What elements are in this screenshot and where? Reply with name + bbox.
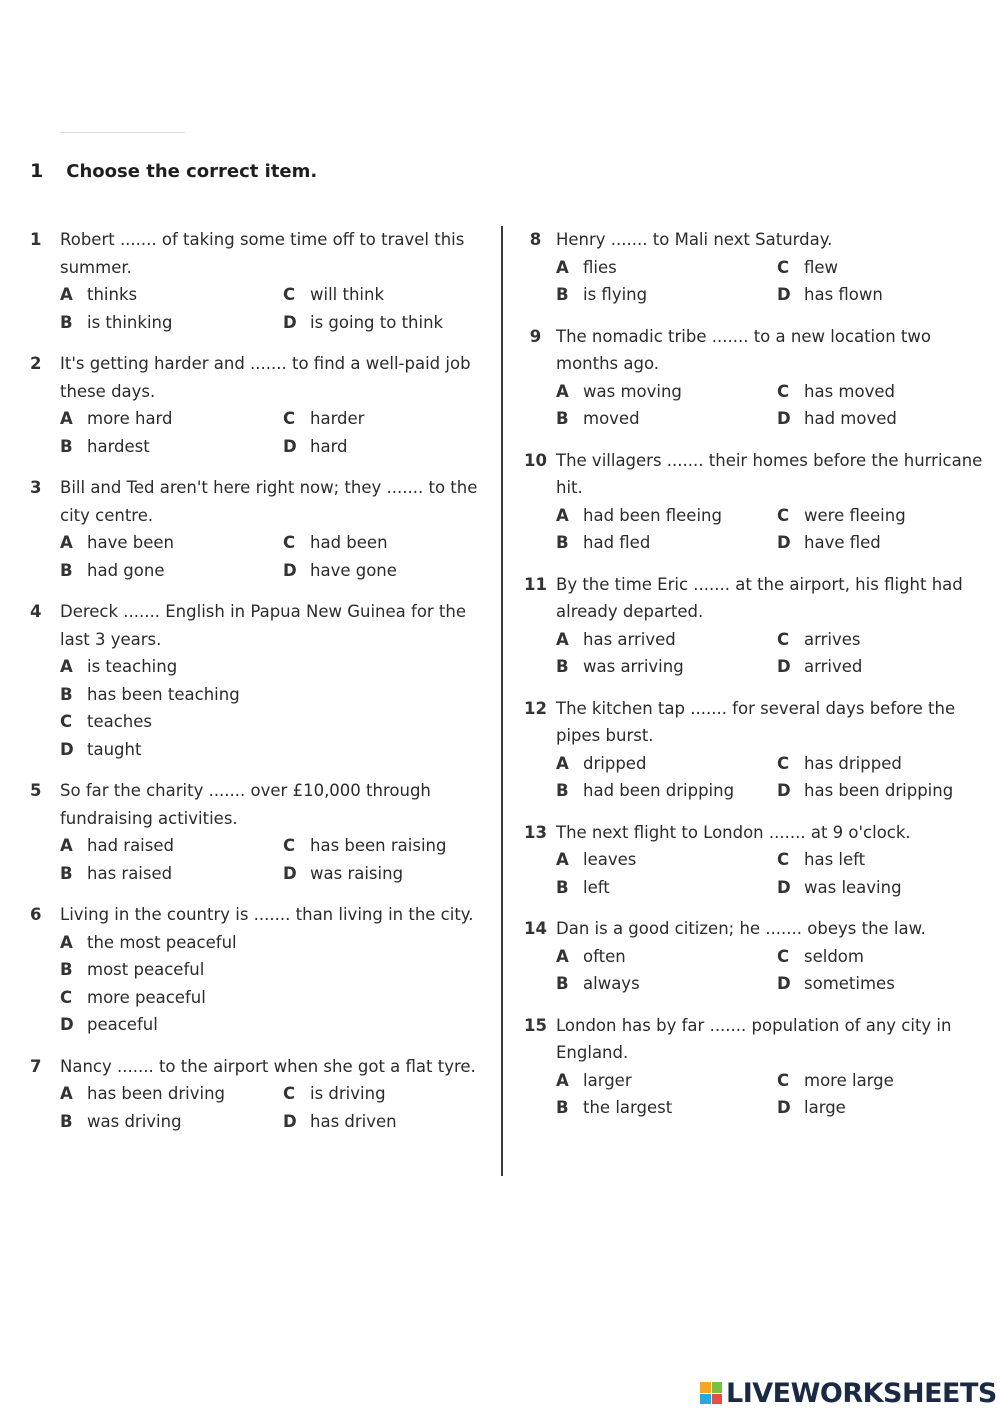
question-number: 1 <box>30 230 42 249</box>
answer-options <box>556 943 985 998</box>
option-letter: C <box>283 409 296 428</box>
option-letter: C <box>777 629 790 649</box>
option-letter: C <box>777 850 790 869</box>
option-letter: B <box>60 560 73 580</box>
option-text: moved <box>583 409 640 428</box>
option-text: will think <box>310 285 385 304</box>
question-number: 2 <box>30 354 42 373</box>
option-text: left <box>583 877 610 897</box>
answer-option-a[interactable] <box>556 846 777 874</box>
option-letter: D <box>283 436 297 456</box>
question-14 <box>515 915 985 998</box>
logo-square <box>700 1382 711 1393</box>
option-text: the largest <box>583 1098 673 1117</box>
answer-option-c[interactable] <box>60 708 492 736</box>
answer-option-d[interactable] <box>60 1011 492 1039</box>
answer-option-c[interactable] <box>283 1080 492 1108</box>
question-stem: The villagers ....... their homes before the hurricane hit. <box>556 450 983 497</box>
question-number: 14 <box>524 919 547 938</box>
option-letter: B <box>556 409 569 428</box>
option-letter: A <box>556 629 569 649</box>
answer-option-c[interactable] <box>777 750 985 778</box>
option-letter: D <box>60 1015 74 1034</box>
answer-option-a[interactable] <box>556 502 777 530</box>
option-text: leaves <box>583 850 637 869</box>
answer-option-a[interactable] <box>556 750 777 778</box>
answer-options <box>556 1067 985 1122</box>
question-stem: Henry ....... to Mali next Saturday. <box>556 230 833 249</box>
option-letter: A <box>556 257 569 277</box>
question-stem: London has by far ....... population of any city in England. <box>556 1015 952 1062</box>
exercise-number: 1 <box>30 160 44 182</box>
question-6 <box>30 901 492 1039</box>
answer-options <box>60 929 492 1039</box>
left-column <box>30 226 492 1149</box>
question-stem: The nomadic tribe ....... to a new location two months ago. <box>556 326 931 373</box>
option-text: has dripped <box>804 753 902 773</box>
answer-option-c[interactable] <box>777 1067 985 1095</box>
option-text: more hard <box>87 409 173 428</box>
option-text: arrives <box>804 629 861 649</box>
answer-option-b[interactable] <box>60 860 283 888</box>
option-letter: B <box>60 312 73 332</box>
answer-options <box>556 378 985 433</box>
answer-option-b[interactable] <box>556 653 777 681</box>
answer-option-a[interactable] <box>556 254 777 282</box>
option-text: has flown <box>804 285 883 304</box>
option-letter: A <box>556 850 569 869</box>
answer-option-b[interactable] <box>60 557 283 585</box>
answer-option-c[interactable] <box>777 846 985 874</box>
option-letter: C <box>283 1084 296 1103</box>
answer-option-d[interactable] <box>777 970 985 998</box>
answer-option-c[interactable] <box>777 943 985 971</box>
option-text: had moved <box>804 409 897 428</box>
question-4 <box>30 598 492 763</box>
option-text: large <box>804 1098 846 1117</box>
answer-option-a[interactable] <box>60 529 283 557</box>
question-stem: Living in the country is ....... than living in the city. <box>60 905 474 924</box>
option-letter: D <box>777 1098 791 1117</box>
question-stem: Dan is a good citizen; he ....... obeys the law. <box>556 919 926 938</box>
option-letter: B <box>60 960 73 979</box>
option-letter: D <box>283 1111 297 1131</box>
answer-options <box>60 653 492 763</box>
answer-option-d[interactable] <box>777 777 985 805</box>
question-10 <box>515 447 985 557</box>
question-stem: The kitchen tap ....... for several days before the pipes burst. <box>556 698 956 745</box>
liveworksheets-logo <box>700 1376 997 1410</box>
option-letter: D <box>283 560 297 580</box>
option-text: had been dripping <box>583 781 735 800</box>
option-text: has been dripping <box>804 781 954 800</box>
question-5 <box>30 777 492 887</box>
answer-options <box>60 405 492 460</box>
option-letter: C <box>777 1070 790 1090</box>
answer-option-b[interactable] <box>556 529 777 557</box>
option-letter: A <box>556 505 569 525</box>
option-letter: D <box>777 533 791 552</box>
option-text: has been driving <box>87 1084 226 1103</box>
right-column <box>515 226 985 1136</box>
option-text: were fleeing <box>804 505 906 525</box>
question-number: 13 <box>524 822 547 842</box>
answer-option-d[interactable] <box>60 736 492 764</box>
option-text: flew <box>804 257 839 277</box>
option-letter: B <box>556 1098 569 1117</box>
answer-option-a[interactable] <box>556 626 777 654</box>
option-letter: D <box>283 863 297 883</box>
question-stem: Bill and Ted aren't here right now; they ....... to the city centre. <box>60 478 478 525</box>
option-text: had been <box>310 533 388 552</box>
option-text: thinks <box>87 285 138 304</box>
option-letter: B <box>60 436 73 456</box>
answer-option-c[interactable] <box>60 984 492 1012</box>
option-letter: C <box>777 257 790 277</box>
answer-options <box>556 626 985 681</box>
option-letter: A <box>556 1070 569 1090</box>
option-letter: B <box>60 1111 73 1131</box>
question-number: 12 <box>524 698 547 718</box>
question-1 <box>30 226 492 336</box>
option-text: more peaceful <box>87 987 206 1007</box>
option-letter: B <box>60 863 73 883</box>
option-text: arrived <box>804 657 863 676</box>
answer-options <box>556 846 985 901</box>
option-letter: B <box>556 974 569 993</box>
logo-square <box>712 1382 723 1393</box>
question-stem: Robert ....... of taking some time off to travel this summer. <box>60 230 465 277</box>
question-stem: Dereck ....... English in Papua New Guinea for the last 3 years. <box>60 602 467 649</box>
option-text: have been <box>87 533 174 552</box>
option-letter: A <box>60 1084 73 1103</box>
answer-option-a[interactable] <box>60 1080 283 1108</box>
question-9 <box>515 323 985 433</box>
answer-option-c[interactable] <box>283 405 492 433</box>
option-text: hard <box>310 436 348 456</box>
option-letter: A <box>556 381 569 401</box>
option-text: was moving <box>583 381 682 401</box>
question-number: 6 <box>30 905 42 924</box>
option-text: larger <box>583 1070 632 1090</box>
option-letter: C <box>777 753 790 773</box>
answer-option-b[interactable] <box>60 1108 283 1136</box>
option-letter: A <box>60 533 73 552</box>
answer-option-b[interactable] <box>60 309 283 337</box>
answer-option-b[interactable] <box>556 281 777 309</box>
option-letter: B <box>556 533 569 552</box>
answer-option-d[interactable] <box>777 653 985 681</box>
logo-mark-icon <box>700 1382 722 1404</box>
answer-option-a[interactable] <box>60 653 492 681</box>
question-number: 10 <box>524 450 547 470</box>
option-text: is thinking <box>87 312 173 332</box>
logo-square <box>712 1394 723 1405</box>
option-text: was driving <box>87 1111 182 1131</box>
option-letter: B <box>556 877 569 897</box>
option-text: the most peaceful <box>87 932 237 952</box>
option-text: has arrived <box>583 629 676 649</box>
question-number: 5 <box>30 781 42 800</box>
answer-options <box>556 502 985 557</box>
question-stem: It's getting harder and ....... to find a well-paid job these days. <box>60 354 471 401</box>
option-letter: D <box>777 409 791 428</box>
option-text: is driving <box>310 1084 386 1103</box>
option-letter: A <box>556 753 569 773</box>
answer-option-a[interactable] <box>60 832 283 860</box>
option-text: was raising <box>310 863 404 883</box>
answer-option-a[interactable] <box>556 1067 777 1095</box>
option-letter: D <box>777 974 791 993</box>
answer-option-d[interactable] <box>777 405 985 433</box>
answer-option-b[interactable] <box>60 956 492 984</box>
option-text: more large <box>804 1070 894 1090</box>
option-letter: A <box>556 946 569 966</box>
question-number: 15 <box>524 1015 547 1035</box>
question-15 <box>515 1012 985 1122</box>
answer-option-a[interactable] <box>60 281 283 309</box>
option-text: is flying <box>583 285 648 304</box>
option-text: is teaching <box>87 657 178 676</box>
logo-wordmark: LIVEWORKSHEETS <box>726 1377 997 1409</box>
option-letter: A <box>60 932 73 952</box>
option-letter: C <box>60 987 73 1007</box>
question-stem: Nancy ....... to the airport when she got a flat tyre. <box>60 1056 476 1076</box>
question-12 <box>515 695 985 805</box>
answer-options <box>60 832 492 887</box>
exercise-heading <box>30 160 317 182</box>
option-text: harder <box>310 409 365 428</box>
option-text: teaches <box>87 712 153 731</box>
answer-option-d[interactable] <box>283 557 492 585</box>
logo-square <box>700 1394 711 1405</box>
option-text: had raised <box>87 836 174 855</box>
question-number: 8 <box>529 230 542 249</box>
option-text: has moved <box>804 381 895 401</box>
question-number: 7 <box>30 1056 42 1076</box>
answer-option-c[interactable] <box>283 281 492 309</box>
answer-option-b[interactable] <box>556 777 777 805</box>
answer-options <box>60 529 492 584</box>
option-text: is going to think <box>310 312 444 332</box>
option-text: was leaving <box>804 877 902 897</box>
answer-option-b[interactable] <box>60 433 283 461</box>
option-letter: C <box>777 946 790 966</box>
option-letter: B <box>556 781 569 800</box>
answer-options <box>556 254 985 309</box>
question-stem: So far the charity ....... over £10,000 through fundraising activities. <box>60 781 431 828</box>
answer-options <box>556 750 985 805</box>
answer-option-c[interactable] <box>283 529 492 557</box>
option-letter: D <box>777 285 791 304</box>
answer-option-a[interactable] <box>556 378 777 406</box>
option-text: flies <box>583 257 617 277</box>
option-text: has raised <box>87 863 173 883</box>
answer-option-b[interactable] <box>556 874 777 902</box>
option-letter: A <box>60 836 73 855</box>
answer-options <box>60 1080 492 1135</box>
option-text: seldom <box>804 946 864 966</box>
question-number: 11 <box>524 574 547 594</box>
option-letter: C <box>283 836 296 855</box>
option-text: had fled <box>583 533 651 552</box>
answer-option-d[interactable] <box>777 529 985 557</box>
option-text: taught <box>87 739 142 759</box>
answer-option-c[interactable] <box>777 378 985 406</box>
answer-option-a[interactable] <box>60 929 492 957</box>
answer-option-b[interactable] <box>556 1094 777 1122</box>
question-13 <box>515 819 985 902</box>
option-text: hardest <box>87 436 150 456</box>
option-letter: B <box>556 657 569 676</box>
option-text: has been raising <box>310 836 447 855</box>
option-letter: B <box>60 684 73 704</box>
answer-option-d[interactable] <box>283 309 492 337</box>
option-letter: C <box>60 712 73 731</box>
option-text: most peaceful <box>87 960 205 979</box>
option-text: often <box>583 946 626 966</box>
answer-option-c[interactable] <box>283 832 492 860</box>
answer-option-d[interactable] <box>777 874 985 902</box>
option-letter: A <box>60 285 73 304</box>
question-8 <box>515 226 985 309</box>
column-divider <box>501 226 503 1176</box>
option-text: has been teaching <box>87 684 240 704</box>
option-text: sometimes <box>804 974 895 993</box>
option-letter: B <box>556 285 569 304</box>
option-letter: D <box>777 877 791 897</box>
option-text: had been fleeing <box>583 505 722 525</box>
option-letter: C <box>777 381 790 401</box>
question-7 <box>30 1053 492 1136</box>
option-letter: D <box>777 657 791 676</box>
option-text: peaceful <box>87 1015 158 1034</box>
question-number: 4 <box>30 602 42 621</box>
answer-options <box>60 281 492 336</box>
option-letter: D <box>777 781 791 800</box>
answer-option-b[interactable] <box>556 405 777 433</box>
option-text: always <box>583 974 640 993</box>
option-text: have fled <box>804 533 881 552</box>
question-stem: The next flight to London ....... at 9 o'clock. <box>556 822 911 842</box>
option-letter: D <box>60 739 74 759</box>
option-text: was arriving <box>583 657 684 676</box>
answer-option-c[interactable] <box>777 254 985 282</box>
answer-option-b[interactable] <box>60 681 492 709</box>
question-stem: By the time Eric ....... at the airport, his flight had already departed. <box>556 574 963 621</box>
option-letter: D <box>283 312 297 332</box>
question-number: 3 <box>30 478 42 497</box>
answer-option-d[interactable] <box>283 433 492 461</box>
top-rule <box>60 132 185 133</box>
question-3 <box>30 474 492 584</box>
question-11 <box>515 571 985 681</box>
answer-option-a[interactable] <box>60 405 283 433</box>
option-text: has driven <box>310 1111 397 1131</box>
answer-option-b[interactable] <box>556 970 777 998</box>
answer-option-d[interactable] <box>777 281 985 309</box>
option-text: have gone <box>310 560 397 580</box>
option-letter: C <box>283 533 296 552</box>
answer-option-d[interactable] <box>283 1108 492 1136</box>
option-text: dripped <box>583 753 647 773</box>
option-letter: C <box>777 505 790 525</box>
answer-option-c[interactable] <box>777 626 985 654</box>
option-text: had gone <box>87 560 165 580</box>
answer-option-c[interactable] <box>777 502 985 530</box>
option-text: has left <box>804 850 866 869</box>
option-letter: A <box>60 409 73 428</box>
option-letter: A <box>60 657 73 676</box>
answer-option-a[interactable] <box>556 943 777 971</box>
option-letter: C <box>283 285 296 304</box>
answer-option-d[interactable] <box>777 1094 985 1122</box>
exercise-title: Choose the correct item. <box>66 161 318 182</box>
question-number: 9 <box>529 326 542 346</box>
question-2 <box>30 350 492 460</box>
answer-option-d[interactable] <box>283 860 492 888</box>
